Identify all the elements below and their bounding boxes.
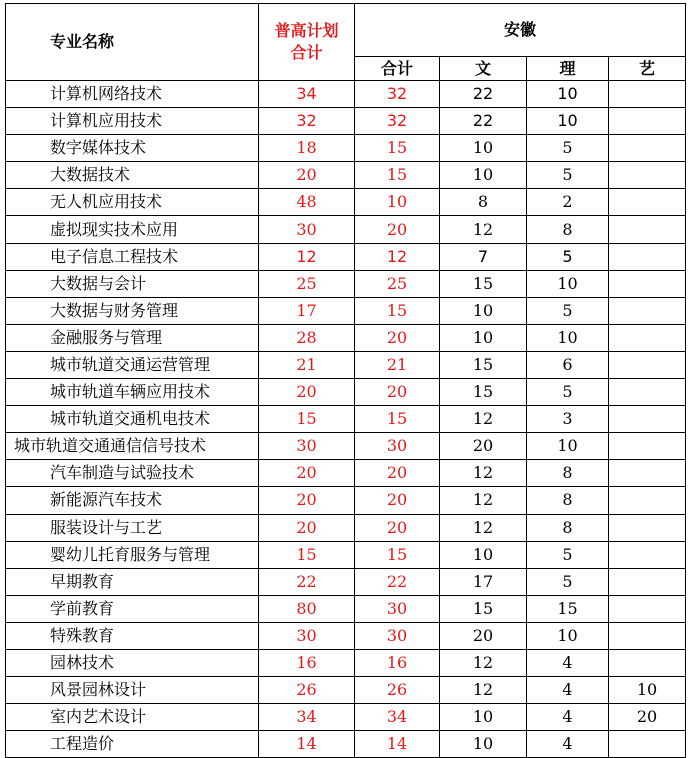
plan-total-cell: 32 bbox=[259, 108, 355, 135]
li-cell: 8 bbox=[527, 460, 609, 487]
li-cell: 15 bbox=[527, 595, 609, 622]
header-plan-total bbox=[259, 4, 355, 81]
header-sub-wen: 文 bbox=[440, 57, 527, 81]
table-row bbox=[6, 622, 686, 649]
li-cell: 4 bbox=[527, 649, 609, 676]
yi-cell bbox=[609, 487, 686, 514]
li-cell: 4 bbox=[527, 704, 609, 731]
anhui-total-cell: 15 bbox=[355, 406, 440, 433]
yi-cell bbox=[609, 270, 686, 297]
major-name-cell: 电子信息工程技术 bbox=[6, 243, 259, 270]
wen-cell: 17 bbox=[440, 568, 527, 595]
header-row-1 bbox=[6, 4, 686, 57]
table-row bbox=[6, 243, 686, 270]
table-row bbox=[6, 704, 686, 731]
table-row bbox=[6, 351, 686, 378]
li-cell: 3 bbox=[527, 406, 609, 433]
table-row bbox=[6, 81, 686, 108]
major-name-cell: 大数据与会计 bbox=[6, 270, 259, 297]
yi-cell bbox=[609, 379, 686, 406]
li-cell: 8 bbox=[527, 487, 609, 514]
major-name-cell: 计算机网络技术 bbox=[6, 81, 259, 108]
table-row bbox=[6, 108, 686, 135]
wen-cell: 10 bbox=[440, 731, 527, 758]
major-name-cell: 城市轨道交通通信信号技术 bbox=[6, 433, 259, 460]
anhui-total-cell: 20 bbox=[355, 460, 440, 487]
wen-cell: 12 bbox=[440, 677, 527, 704]
table-row bbox=[6, 595, 686, 622]
plan-total-cell: 16 bbox=[259, 649, 355, 676]
yi-cell bbox=[609, 460, 686, 487]
anhui-total-cell: 21 bbox=[355, 351, 440, 378]
li-cell: 6 bbox=[527, 351, 609, 378]
li-cell: 10 bbox=[527, 433, 609, 460]
wen-cell: 12 bbox=[440, 216, 527, 243]
wen-cell: 20 bbox=[440, 433, 527, 460]
anhui-total-cell: 15 bbox=[355, 135, 440, 162]
yi-cell bbox=[609, 541, 686, 568]
major-name-cell: 工程造价 bbox=[6, 731, 259, 758]
enrollment-plan-table bbox=[5, 3, 686, 758]
table-row bbox=[6, 514, 686, 541]
li-cell: 8 bbox=[527, 514, 609, 541]
anhui-total-cell: 16 bbox=[355, 649, 440, 676]
plan-total-cell: 34 bbox=[259, 81, 355, 108]
li-cell: 5 bbox=[527, 135, 609, 162]
wen-cell: 12 bbox=[440, 649, 527, 676]
li-cell: 4 bbox=[527, 677, 609, 704]
table-row bbox=[6, 649, 686, 676]
major-name-cell: 特殊教育 bbox=[6, 622, 259, 649]
plan-total-cell: 21 bbox=[259, 351, 355, 378]
yi-cell bbox=[609, 216, 686, 243]
anhui-total-cell: 12 bbox=[355, 243, 440, 270]
anhui-total-cell: 34 bbox=[355, 704, 440, 731]
anhui-total-cell: 22 bbox=[355, 568, 440, 595]
table-row bbox=[6, 487, 686, 514]
li-cell: 10 bbox=[527, 622, 609, 649]
plan-total-cell: 48 bbox=[259, 189, 355, 216]
yi-cell bbox=[609, 351, 686, 378]
li-cell: 4 bbox=[527, 731, 609, 758]
table-row bbox=[6, 270, 686, 297]
plan-total-cell: 15 bbox=[259, 406, 355, 433]
wen-cell: 12 bbox=[440, 514, 527, 541]
li-cell: 5 bbox=[527, 243, 609, 270]
header-sub-yi: 艺 bbox=[609, 57, 686, 81]
plan-total-cell: 18 bbox=[259, 135, 355, 162]
yi-cell bbox=[609, 731, 686, 758]
plan-total-cell: 12 bbox=[259, 243, 355, 270]
yi-cell bbox=[609, 243, 686, 270]
yi-cell bbox=[609, 324, 686, 351]
plan-total-cell: 22 bbox=[259, 568, 355, 595]
major-name-cell: 数字媒体技术 bbox=[6, 135, 259, 162]
major-name-cell: 虚拟现实技术应用 bbox=[6, 216, 259, 243]
table-row bbox=[6, 541, 686, 568]
table-row bbox=[6, 162, 686, 189]
table-row bbox=[6, 189, 686, 216]
major-name-cell: 大数据技术 bbox=[6, 162, 259, 189]
yi-cell bbox=[609, 622, 686, 649]
yi-cell bbox=[609, 433, 686, 460]
plan-total-cell: 20 bbox=[259, 379, 355, 406]
yi-cell bbox=[609, 135, 686, 162]
major-name-cell: 园林技术 bbox=[6, 649, 259, 676]
li-cell: 10 bbox=[527, 270, 609, 297]
wen-cell: 8 bbox=[440, 189, 527, 216]
major-name-cell: 新能源汽车技术 bbox=[6, 487, 259, 514]
li-cell: 10 bbox=[527, 81, 609, 108]
anhui-total-cell: 14 bbox=[355, 731, 440, 758]
plan-total-cell: 20 bbox=[259, 162, 355, 189]
table-row bbox=[6, 379, 686, 406]
anhui-total-cell: 26 bbox=[355, 677, 440, 704]
plan-total-cell: 20 bbox=[259, 460, 355, 487]
yi-cell bbox=[609, 406, 686, 433]
table-row bbox=[6, 433, 686, 460]
major-name-cell: 风景园林设计 bbox=[6, 677, 259, 704]
table-row bbox=[6, 731, 686, 758]
anhui-total-cell: 20 bbox=[355, 324, 440, 351]
wen-cell: 10 bbox=[440, 135, 527, 162]
plan-total-cell: 30 bbox=[259, 622, 355, 649]
table-row bbox=[6, 324, 686, 351]
plan-total-cell: 28 bbox=[259, 324, 355, 351]
li-cell: 10 bbox=[527, 108, 609, 135]
li-cell: 5 bbox=[527, 162, 609, 189]
anhui-total-cell: 30 bbox=[355, 622, 440, 649]
yi-cell bbox=[609, 649, 686, 676]
plan-total-cell: 25 bbox=[259, 270, 355, 297]
yi-cell bbox=[609, 514, 686, 541]
anhui-total-cell: 30 bbox=[355, 595, 440, 622]
plan-total-cell: 34 bbox=[259, 704, 355, 731]
yi-cell bbox=[609, 595, 686, 622]
plan-total-cell: 30 bbox=[259, 216, 355, 243]
major-name-cell: 汽车制造与试验技术 bbox=[6, 460, 259, 487]
wen-cell: 10 bbox=[440, 704, 527, 731]
major-name-cell: 计算机应用技术 bbox=[6, 108, 259, 135]
anhui-total-cell: 32 bbox=[355, 81, 440, 108]
wen-cell: 7 bbox=[440, 243, 527, 270]
table-row bbox=[6, 135, 686, 162]
anhui-total-cell: 20 bbox=[355, 514, 440, 541]
anhui-total-cell: 30 bbox=[355, 433, 440, 460]
major-name-cell: 城市轨道车辆应用技术 bbox=[6, 379, 259, 406]
li-cell: 2 bbox=[527, 189, 609, 216]
plan-total-cell: 20 bbox=[259, 514, 355, 541]
table-row bbox=[6, 677, 686, 704]
major-name-cell: 无人机应用技术 bbox=[6, 189, 259, 216]
wen-cell: 10 bbox=[440, 297, 527, 324]
anhui-total-cell: 10 bbox=[355, 189, 440, 216]
plan-total-cell: 80 bbox=[259, 595, 355, 622]
wen-cell: 15 bbox=[440, 351, 527, 378]
yi-cell bbox=[609, 297, 686, 324]
li-cell: 10 bbox=[527, 324, 609, 351]
wen-cell: 15 bbox=[440, 595, 527, 622]
plan-total-cell: 14 bbox=[259, 731, 355, 758]
yi-cell bbox=[609, 189, 686, 216]
major-name-cell: 室内艺术设计 bbox=[6, 704, 259, 731]
major-name-cell: 大数据与财务管理 bbox=[6, 297, 259, 324]
plan-total-cell: 26 bbox=[259, 677, 355, 704]
plan-total-cell: 15 bbox=[259, 541, 355, 568]
anhui-total-cell: 25 bbox=[355, 270, 440, 297]
wen-cell: 10 bbox=[440, 324, 527, 351]
anhui-total-cell: 15 bbox=[355, 162, 440, 189]
li-cell: 5 bbox=[527, 568, 609, 595]
anhui-total-cell: 15 bbox=[355, 297, 440, 324]
table-row bbox=[6, 460, 686, 487]
yi-cell bbox=[609, 108, 686, 135]
major-name-cell: 服装设计与工艺 bbox=[6, 514, 259, 541]
header-major: 专业名称 bbox=[6, 4, 259, 81]
wen-cell: 22 bbox=[440, 108, 527, 135]
header-sub-total: 合计 bbox=[355, 57, 440, 81]
major-name-cell: 金融服务与管理 bbox=[6, 324, 259, 351]
major-name-cell: 早期教育 bbox=[6, 568, 259, 595]
plan-total-cell: 17 bbox=[259, 297, 355, 324]
header-sub-li: 理 bbox=[527, 57, 609, 81]
yi-cell bbox=[609, 162, 686, 189]
table-body bbox=[6, 81, 686, 758]
table-row bbox=[6, 568, 686, 595]
major-name-cell: 学前教育 bbox=[6, 595, 259, 622]
anhui-total-cell: 20 bbox=[355, 379, 440, 406]
major-name-cell: 城市轨道交通运营管理 bbox=[6, 351, 259, 378]
anhui-total-cell: 20 bbox=[355, 216, 440, 243]
yi-cell bbox=[609, 568, 686, 595]
anhui-total-cell: 20 bbox=[355, 487, 440, 514]
plan-total-cell: 20 bbox=[259, 487, 355, 514]
header-plan-line1: 普高计划 bbox=[274, 21, 339, 41]
header-plan-line2: 合计 bbox=[290, 43, 323, 62]
li-cell: 8 bbox=[527, 216, 609, 243]
wen-cell: 15 bbox=[440, 270, 527, 297]
yi-cell: 20 bbox=[609, 704, 686, 731]
wen-cell: 12 bbox=[440, 406, 527, 433]
yi-cell bbox=[609, 81, 686, 108]
anhui-total-cell: 15 bbox=[355, 541, 440, 568]
wen-cell: 12 bbox=[440, 487, 527, 514]
wen-cell: 10 bbox=[440, 162, 527, 189]
wen-cell: 22 bbox=[440, 81, 527, 108]
anhui-total-cell: 32 bbox=[355, 108, 440, 135]
wen-cell: 15 bbox=[440, 379, 527, 406]
table-row bbox=[6, 406, 686, 433]
li-cell: 5 bbox=[527, 541, 609, 568]
li-cell: 5 bbox=[527, 379, 609, 406]
table-row bbox=[6, 297, 686, 324]
yi-cell: 10 bbox=[609, 677, 686, 704]
wen-cell: 20 bbox=[440, 622, 527, 649]
header-province: 安徽 bbox=[355, 4, 686, 57]
table-row bbox=[6, 216, 686, 243]
wen-cell: 12 bbox=[440, 460, 527, 487]
plan-total-cell: 30 bbox=[259, 433, 355, 460]
wen-cell: 10 bbox=[440, 541, 527, 568]
major-name-cell: 婴幼儿托育服务与管理 bbox=[6, 541, 259, 568]
major-name-cell: 城市轨道交通机电技术 bbox=[6, 406, 259, 433]
li-cell: 5 bbox=[527, 297, 609, 324]
